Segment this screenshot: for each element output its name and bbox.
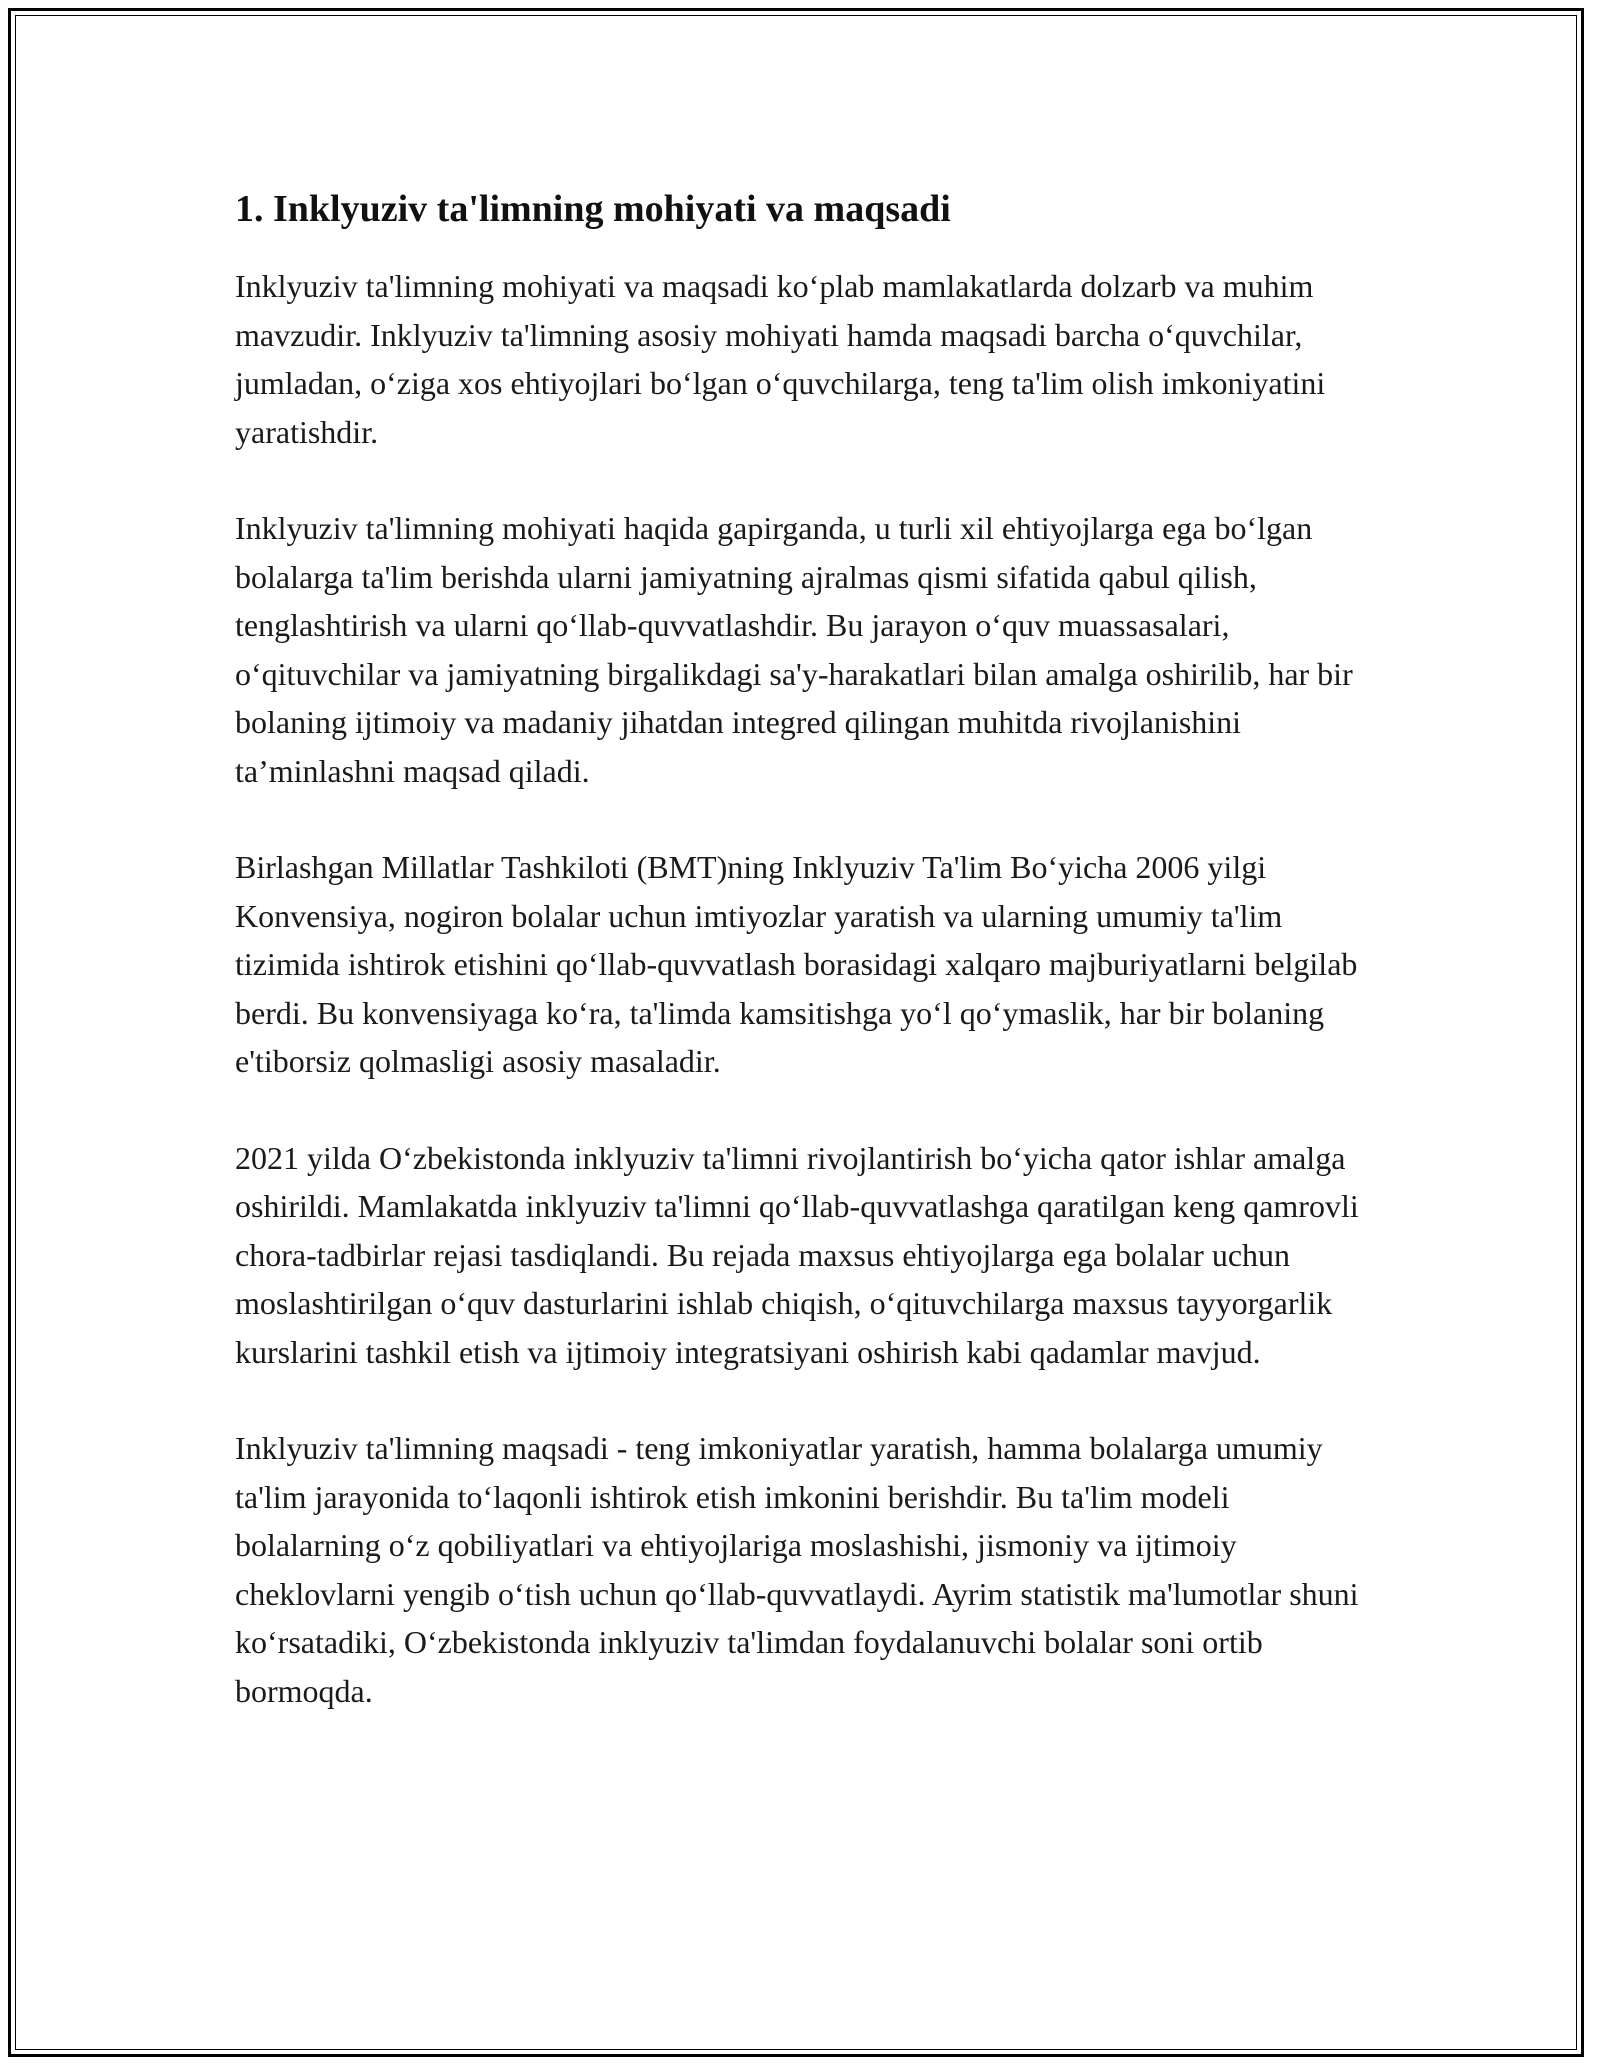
paragraph-4: 2021 yilda O‘zbekistonda inklyuziv ta'limni rivojlantirish bo‘yicha qator ishlar amalga oshirildi. Mamlakatda inklyuziv ta'limni qo‘llab-quvvatlashga qaratilgan keng qamrovli chora-tadbirlar rejasi tasdiqlandi. Bu rejada maxsus ehtiyojlarga ega bolalar uchun moslashtirilgan o‘quv dasturlarini ishlab chiqish, o‘qituvchilarga maxsus tayyorgarlik kurslarini tashkil etish va ijtimoiy integratsiyani oshirish kabi qadamlar mavjud. <box>235 1139 1359 1370</box>
document-body <box>235 185 1375 1763</box>
paragraph-5: Inklyuziv ta'limning maqsadi - teng imkoniyatlar yaratish, hamma bolalarga umumiy ta'lim jarayonida to‘laqonli ishtirok etish imkonini berishdir. Bu ta'lim modeli bolalarning o‘z qobiliyatlari va ehtiyojlariga moslashishi, jismoniy va ijtimoiy cheklovlarni yengib o‘tish uchun qo‘llab-quvvatlaydi. Ayrim statistik ma'lumotlar shuni ko‘rsatadiki, O‘zbekistonda inklyuziv ta'limdan foydalanuvchi bolalar soni ortib bormoqda. <box>235 1430 1359 1709</box>
paragraph-3: Birlashgan Millatlar Tashkiloti (BMT)ning Inklyuziv Ta'lim Bo‘yicha 2006 yilgi Konvensiya, nogiron bolalar uchun imtiyozlar yaratish va ularning umumiy ta'lim tizimida ishtirok etishini qo‘llab-quvvatlash borasidagi xalqaro majburiyatlarni belgilab berdi. Bu konvensiyaga ko‘ra, ta'limda kamsitishga yo‘l qo‘ymaslik, har bir bolaning e'tiborsiz qolmasligi asosiy masaladir. <box>235 849 1358 1080</box>
section-heading: 1. Inklyuziv ta'limning mohiyati va maqsadi <box>235 188 951 230</box>
paragraph-1: Inklyuziv ta'limning mohiyati va maqsadi ko‘plab mamlakatlarda dolzarb va muhim mavzudir. Inklyuziv ta'limning asosiy mohiyati hamda maqsadi barcha o‘quvchilar, jumladan, o‘ziga xos ehtiyojlari bo‘lgan o‘quvchilarga, teng ta'lim olish imkoniyatini yaratishdir. <box>235 268 1326 450</box>
paragraph-2: Inklyuziv ta'limning mohiyati haqida gapirganda, u turli xil ehtiyojlarga ega bo‘lgan bolalarga ta'lim berishda ularni jamiyatning ajralmas qismi sifatida qabul qilish, tenglashtirish va ularni qo‘llab-quvvatlashdir. Bu jarayon o‘quv muassasalari, o‘qituvchilar va jamiyatning birgalikdagi sa'y-harakatlari bilan amalga oshirilib, har bir bolaning ijtimoiy va madaniy jihatdan integred qilingan muhitda rivojlanishini ta’minlashni maqsad qiladi. <box>235 510 1353 789</box>
